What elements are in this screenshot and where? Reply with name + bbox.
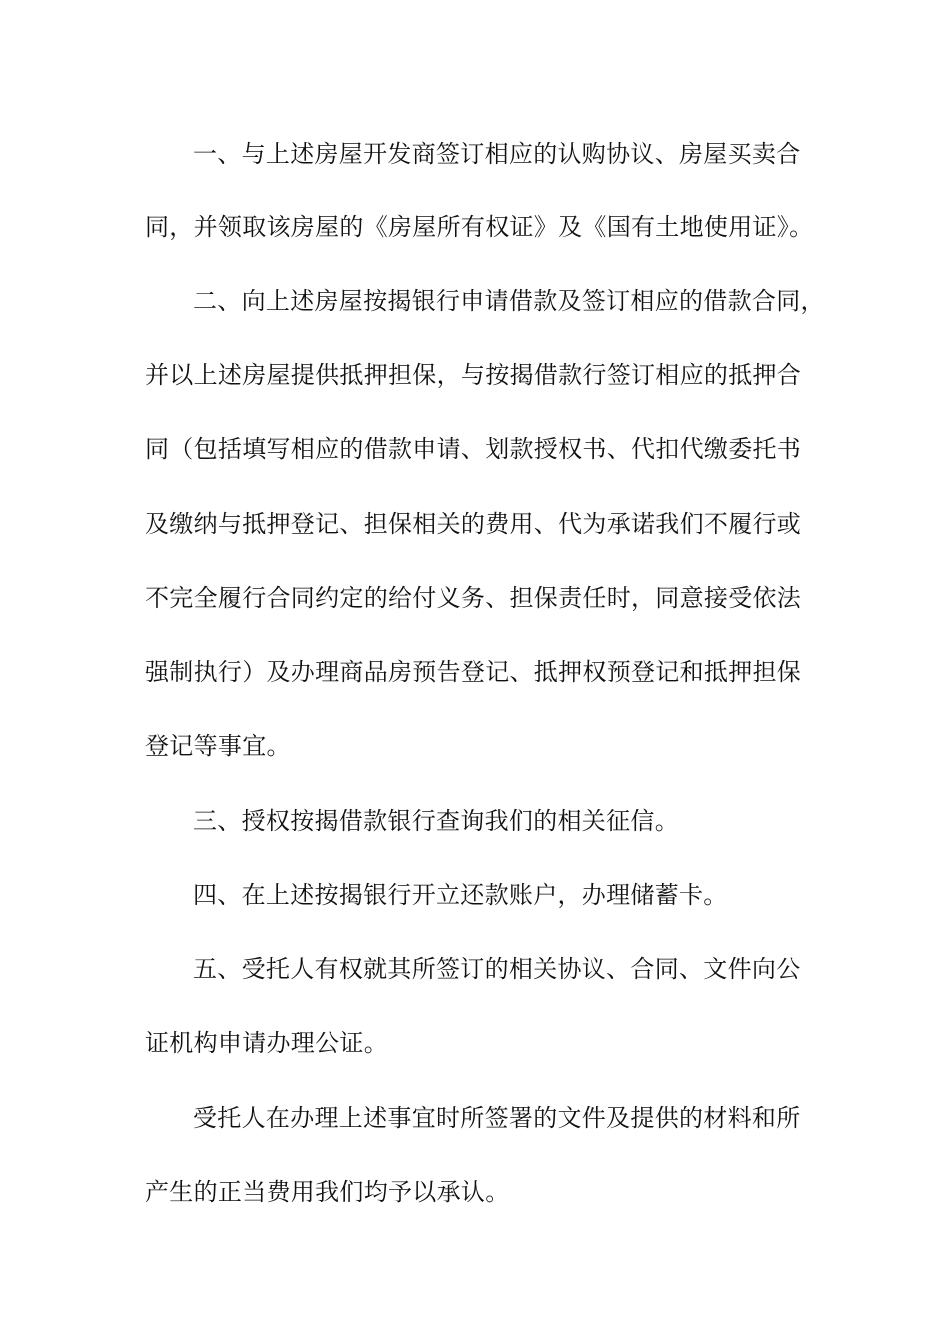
paragraph-2-line-1: 二、向上述房屋按揭银行申请借款及签订相应的借款合同，: [193, 287, 825, 315]
paragraph-2-line-2: 并以上述房屋提供抵押担保，与按揭借款行签订相应的抵押合: [145, 361, 802, 389]
paragraph-3-line-1: 三、授权按揭借款银行查询我们的相关征信。: [193, 807, 679, 835]
paragraph-2-line-5: 不完全履行合同约定的给付义务、担保责任时，同意接受依法: [145, 584, 802, 612]
paragraph-2-line-7: 登记等事宜。: [145, 732, 291, 760]
paragraph-6-line-1: 受托人在办理上述事宜时所签署的文件及提供的材料和所: [193, 1104, 801, 1132]
paragraph-6-line-2: 产生的正当费用我们均予以承认。: [145, 1178, 510, 1206]
paragraph-1-line-1: 一、与上述房屋开发商签订相应的认购协议、房屋买卖合: [193, 140, 801, 168]
paragraph-2-line-6: 强制执行）及办理商品房预告登记、抵押权预登记和抵押担保: [145, 658, 802, 686]
paragraph-5-line-2: 证机构申请办理公证。: [145, 1029, 388, 1057]
paragraph-5-line-1: 五、受托人有权就其所签订的相关协议、合同、文件向公: [193, 955, 801, 983]
paragraph-1-line-2: 同，并领取该房屋的《房屋所有权证》及《国有土地使用证》。: [145, 213, 814, 241]
paragraph-2-line-4: 及缴纳与抵押登记、担保相关的费用、代为承诺我们不履行或: [145, 510, 802, 538]
paragraph-2-line-3: 同（包括填写相应的借款申请、划款授权书、代扣代缴委托书: [145, 435, 802, 463]
paragraph-4-line-1: 四、在上述按揭银行开立还款账户，办理储蓄卡。: [193, 881, 728, 909]
